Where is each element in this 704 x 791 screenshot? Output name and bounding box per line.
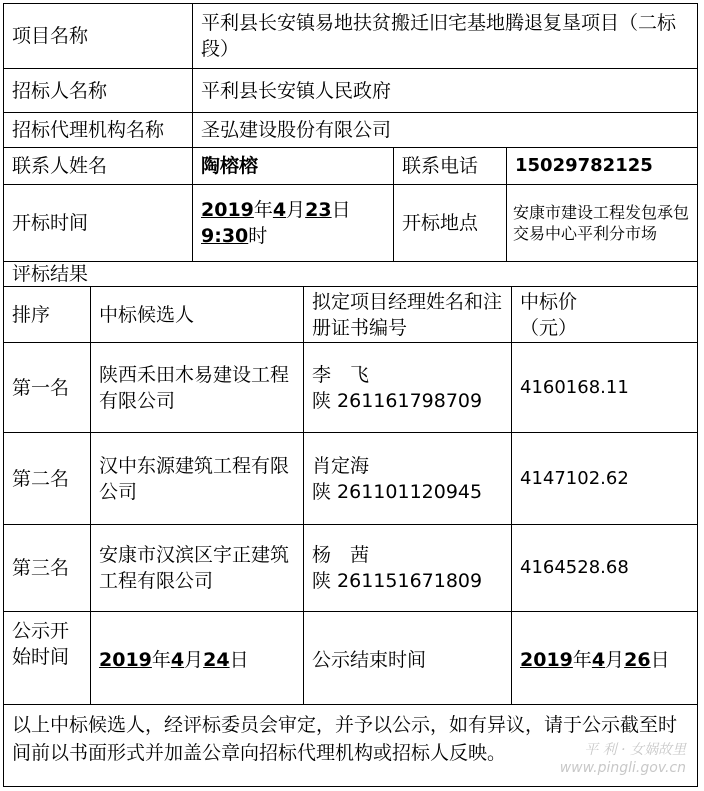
publicity-end-day-unit: 日 bbox=[650, 649, 670, 671]
phone-value-text: 15029782125 bbox=[515, 155, 653, 176]
header-rank-text: 排序 bbox=[12, 303, 51, 326]
publicity-start-day-unit: 日 bbox=[229, 649, 249, 671]
publicity-end-date bbox=[512, 612, 697, 704]
header-manager bbox=[304, 287, 511, 342]
result-row-2-company bbox=[91, 433, 303, 524]
project-value-text: 平利县长安镇易地扶贫搬迁旧宅基地腾退复垦项目（二标段） bbox=[201, 12, 677, 60]
project-label-text: 项目名称 bbox=[12, 25, 89, 47]
site-watermark bbox=[560, 741, 686, 777]
publicity-start-year-unit: 年 bbox=[151, 649, 171, 671]
tenderer-label bbox=[4, 69, 192, 112]
opening-year-unit: 年 bbox=[253, 199, 273, 221]
contact-name-text: 陶榕榕 bbox=[201, 155, 259, 177]
publicity-start-day: 24 bbox=[203, 649, 230, 671]
opening-year: 2019 bbox=[201, 199, 254, 221]
result-row-1-manager-cert: 陕 261161798709 bbox=[312, 389, 483, 412]
result-row-2-rank-text: 第二名 bbox=[12, 467, 70, 490]
publicity-start-month: 4 bbox=[170, 649, 185, 671]
publicity-end-label bbox=[304, 612, 511, 704]
result-row-3-rank bbox=[4, 525, 90, 611]
header-candidate-text: 中标候选人 bbox=[99, 303, 195, 326]
results-section-label bbox=[4, 262, 697, 286]
phone-label bbox=[394, 148, 506, 184]
header-price-unit: （元） bbox=[520, 316, 578, 339]
agency-value bbox=[193, 113, 697, 147]
result-row-2-price bbox=[512, 433, 697, 524]
opening-day-unit: 日 bbox=[331, 199, 351, 221]
notice-text: 以上中标候选人，经评标委员会审定，并予以公示，如有异议，请于公示截至时间前以书面形式并加盖公章向招标代理机构或招标人反映。 bbox=[12, 714, 678, 764]
header-manager-text: 拟定项目经理姓名和注册证书编号 bbox=[312, 290, 503, 339]
result-row-3-manager-name: 杨 茜 bbox=[312, 544, 370, 566]
result-row-3-company-text: 安康市汉滨区宇正建筑工程有限公司 bbox=[99, 544, 290, 592]
result-row-1-price bbox=[512, 343, 697, 432]
publicity-end-year-unit: 年 bbox=[572, 649, 592, 671]
place-label-text: 开标地点 bbox=[402, 212, 479, 234]
result-row-2-manager bbox=[304, 433, 511, 524]
phone-label-text: 联系电话 bbox=[402, 155, 479, 177]
result-row-3-manager-cert: 陕 261151671809 bbox=[312, 570, 483, 592]
publicity-end-day: 26 bbox=[624, 649, 651, 671]
result-row-1-company-text: 陕西禾田木易建设工程有限公司 bbox=[99, 363, 290, 412]
result-row-3-price bbox=[512, 525, 697, 611]
opening-label bbox=[4, 185, 192, 261]
result-row-2-manager-text bbox=[312, 453, 482, 505]
result-row-3-company bbox=[91, 525, 303, 611]
header-candidate bbox=[91, 287, 303, 342]
publicity-start-label bbox=[4, 612, 90, 704]
header-rank bbox=[4, 287, 90, 342]
agency-label bbox=[4, 113, 192, 147]
publicity-end-month: 4 bbox=[591, 649, 606, 671]
place-value bbox=[507, 185, 697, 261]
opening-time-text bbox=[201, 197, 351, 249]
phone-value bbox=[507, 148, 697, 184]
h-line-bottom bbox=[3, 786, 698, 787]
project-label bbox=[4, 4, 192, 68]
opening-clock-unit: 时 bbox=[248, 225, 268, 247]
result-row-1-price-text: 4160168.11 bbox=[520, 376, 629, 398]
result-row-1-company bbox=[91, 343, 303, 432]
bid-result-document bbox=[3, 3, 698, 787]
result-row-3-price-text: 4164528.68 bbox=[520, 557, 629, 578]
place-value-text: 安康市建设工程发包承包交易中心平利分市场 bbox=[513, 203, 690, 243]
header-price-text bbox=[520, 289, 577, 341]
result-row-3-rank-text: 第三名 bbox=[12, 557, 70, 579]
contact-label-text: 联系人姓名 bbox=[12, 155, 108, 177]
result-row-3-manager-text bbox=[312, 542, 482, 594]
result-row-2-manager-name: 肖定海 bbox=[312, 454, 370, 477]
result-row-2-company-text: 汉中东源建筑工程有限公司 bbox=[99, 454, 290, 503]
header-price bbox=[512, 287, 697, 342]
result-row-1-manager-text bbox=[312, 362, 482, 414]
opening-day: 23 bbox=[305, 199, 332, 221]
publicity-start-date-text bbox=[99, 647, 249, 673]
opening-label-text: 开标时间 bbox=[12, 212, 89, 234]
publicity-start-label-text: 公示开始时间 bbox=[12, 620, 70, 668]
result-row-1-manager-name: 李 飞 bbox=[312, 363, 370, 386]
opening-month-unit: 月 bbox=[286, 199, 306, 221]
publicity-end-year: 2019 bbox=[520, 649, 573, 671]
result-row-2-price-text: 4147102.62 bbox=[520, 467, 629, 489]
contact-name bbox=[193, 148, 393, 184]
opening-clock: 9:30 bbox=[201, 225, 249, 247]
watermark-line1: 平 利 · 女娲故里 bbox=[584, 742, 686, 758]
publicity-start-year: 2019 bbox=[99, 649, 152, 671]
tenderer-label-text: 招标人名称 bbox=[12, 79, 108, 102]
result-row-1-manager bbox=[304, 343, 511, 432]
publicity-end-label-text: 公示结束时间 bbox=[312, 649, 427, 671]
opening-time bbox=[193, 185, 393, 261]
publicity-end-month-unit: 月 bbox=[605, 649, 625, 671]
tenderer-value-text: 平利县长安镇人民政府 bbox=[201, 79, 392, 102]
project-value bbox=[193, 4, 697, 68]
result-row-2-manager-cert: 陕 261101120945 bbox=[312, 480, 483, 503]
result-row-1-rank-text: 第一名 bbox=[12, 376, 70, 399]
opening-month: 4 bbox=[272, 199, 287, 221]
contact-label bbox=[4, 148, 192, 184]
place-label bbox=[394, 185, 506, 261]
watermark-line2: www.pingli.gov.cn bbox=[559, 760, 686, 776]
result-row-1-rank bbox=[4, 343, 90, 432]
results-section-label-text: 评标结果 bbox=[12, 263, 89, 285]
publicity-end-date-text bbox=[520, 647, 670, 673]
result-row-2-rank bbox=[4, 433, 90, 524]
publicity-start-month-unit: 月 bbox=[184, 649, 204, 671]
tenderer-value bbox=[193, 69, 697, 112]
agency-value-text: 圣弘建设股份有限公司 bbox=[201, 119, 392, 141]
v-line-right bbox=[697, 3, 698, 787]
agency-label-text: 招标代理机构名称 bbox=[12, 119, 165, 141]
result-row-3-manager bbox=[304, 525, 511, 611]
header-price-label: 中标价 bbox=[520, 290, 578, 313]
publicity-start-date bbox=[91, 612, 303, 704]
